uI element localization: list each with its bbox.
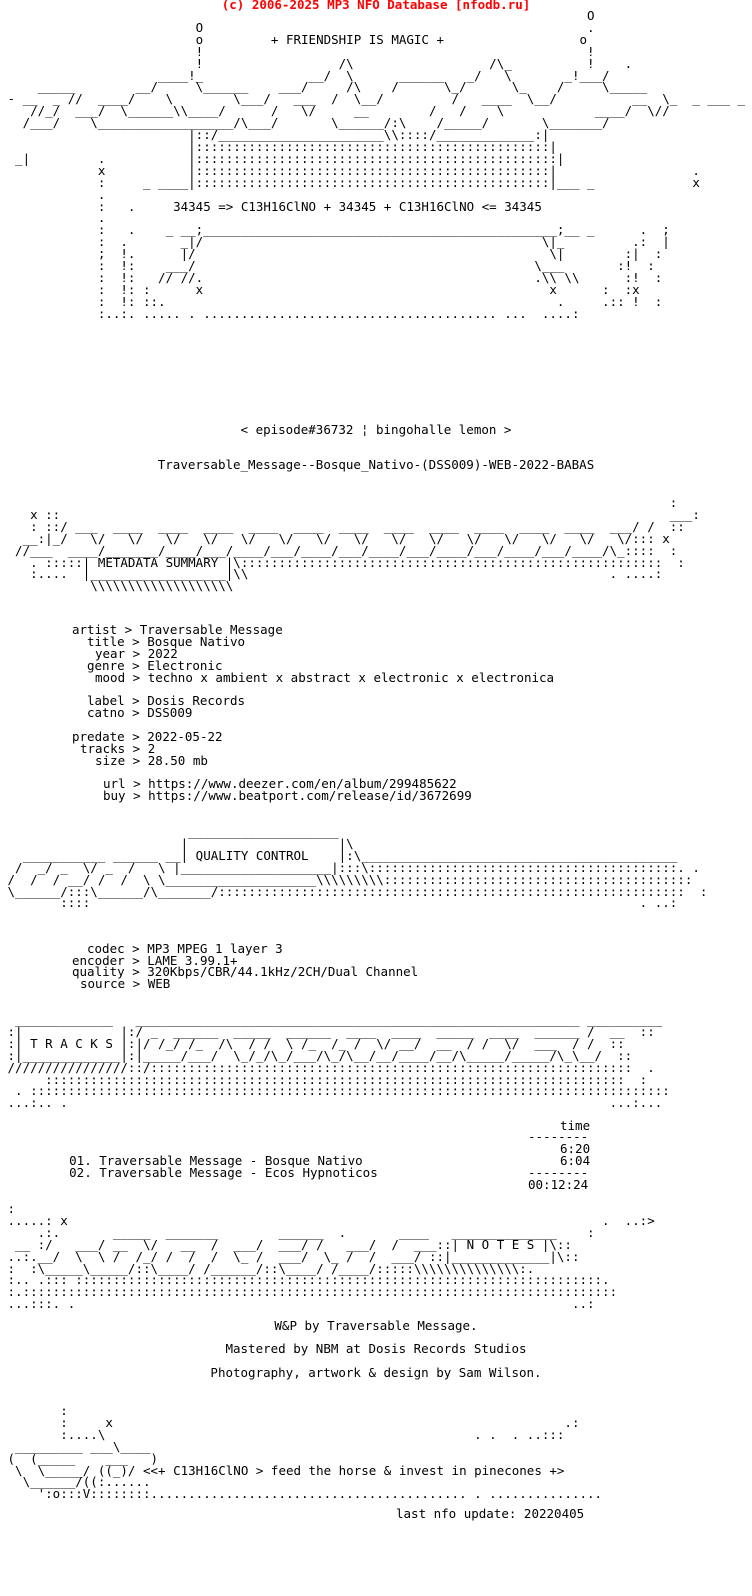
total-time: 00:12:24 bbox=[528, 1177, 589, 1192]
url-link[interactable]: https://www.deezer.com/en/album/299485622 bbox=[148, 776, 457, 791]
year-value: 2022 bbox=[147, 646, 178, 661]
copyright-banner: (c) 2006-2025 MP3 NFO Database [nfodb.ru] bbox=[221, 0, 531, 12]
mood-value: techno x ambient x abstract x electronic x electronica bbox=[147, 670, 555, 685]
meta-key: size bbox=[95, 753, 126, 768]
quality-key: quality bbox=[72, 964, 125, 979]
track-number: 01. bbox=[69, 1152, 92, 1168]
quality-control-art: ____________________ | |\ ___________ ______ __| QUALITY CONTROL |:\__________________________________________ / _/ _ \/ _ / \ |____________________|:::\:::::::::::::::::::::::::::::::::::::::::. . / / / __/ / / \ \____________________\\\\\\\\\::::::::::::::::::::::::::::::::::::::::: \______/:::\______/\_______/:::::::::::::::::::::::::::::::::::::::::::::::::::::::::::::: : :::: . ..: bbox=[7, 824, 708, 911]
meta-key: artist bbox=[72, 622, 118, 637]
size-value: 28.50 mb bbox=[147, 753, 208, 768]
title-value: Bosque Nativo bbox=[147, 634, 246, 649]
meta-key: buy bbox=[103, 788, 126, 803]
meta-key: mood bbox=[95, 670, 126, 685]
separator: -------- bbox=[528, 1165, 589, 1180]
separator: -------- bbox=[528, 1129, 589, 1144]
source-value: WEB bbox=[147, 976, 171, 991]
meta-key: url bbox=[103, 776, 126, 791]
track-time: 6:20 bbox=[560, 1141, 591, 1156]
meta-key: catno bbox=[87, 705, 125, 720]
codec-value: MP3 MPEG 1 layer 3 bbox=[147, 941, 283, 956]
tracks-art: _____________ ___________________________________________________________ __________ :| |:/ _ ______ _____ ______ ____ ____ _____ ____ ______ / __ :: :| T R A C K S |:|/ /_/ /_ /\ / / \ /_ /_ / \/ __/ __ / / \/ ___ / / :: :|_____________|:|_____/___/ \_/_/\_/___/\_/\__/__/____/__/\_____/_____/\_\__/ :: ////////////////::/:::::::::::::::::::::::::::::::::::::::::::::::::::::::::::::::: . ::::::::::::::::::::::::::::::::::::::::::::::::::::::::::::::::::::::::::::: : . ::::::::::::::::::::::::::::::::::::::::::::::::::::::::::::::::::::::::::::::::::::: ...:.. . ...:... bbox=[7, 1012, 670, 1111]
label-value: Dosis Records bbox=[147, 693, 246, 708]
predate-value: 2022-05-22 bbox=[147, 729, 223, 744]
quality-key: encoder bbox=[72, 953, 125, 968]
metadata-summary-art: : x :: ___: : ::/ ___ ____ ____ ____ ____ ____ ____ ____ ____ ____ ____ ____ ___/ / :: __:|_/ \/ \/ \/ \/ \/ \/ \/ \/ \/ \/ \/ \/ \/ \/ \/::: x //___ ____/_______/____/___/____/___/____/___/____/___/____/___/____/___/____/\_:::: : . :::::| METADATA SUMMARY |\:::::::::::::::::::::::::::::::::::::::::::::::::::::::: : :.... |__________________|\\ . ....: \\\\\\\\\\\\\\\\\\\ bbox=[15, 495, 700, 594]
quality-value: 320Kbps/CBR/44.1kHz/2CH/Dual Channel bbox=[147, 964, 419, 979]
catno-value: DSS009 bbox=[147, 705, 193, 720]
nfo-document: (c) 2006-2025 MP3 NFO Database [nfodb.ru] O O . o + FRIENDSHIP IS MAGIC + o ! ! ! /\ /\_ ! . ____!_ __/ \ ______ _/ \ _!___/ _____ __/ \______ ___/ /\ / \_/ \_ / \_____ - __ _ // ____/ \ \___/ ___ / \__/ / ____ \__/ __ \_ _ ___ _ //_/ ___/ \______\\____/ / \/ __ / / \ ____/ \// /___/ \__________________/\___/ \______/:\ /_____/ \_______/ |::/______________________\\::::/_____________:| |:::::::::::::::::::::::::::::::::::::::::::::::| _| . |::::::::::::::::::::::::::::::::::::::::::::::::| x |:::::::::::::::::::::::::::::::::::::::::::::::| . : _ ____|:::::::::::::::::::::::::::::::::::::::::::::::|___ _ x . : . 34345 => C13H16ClNO + 34345 + C13H16ClNO <= 34345 . : . _ __;_______________________________________________;__ _ . ; : . _|/ \|_ .: | ; !. |/ \| :| : : !: ___/ \___ :! : : !: // //. .\\ \\ :! : : !: : x x : :x : !: ::. . .:: ! : :..:. ..... . ....................................... ... ....: < episode#36732 ¦ bingohalle lemon > Traversable_Message--Bosque_Nativo-(DSS009)-WEB-2022-BABAS : x :: ___: : ::/ ___ ____ ____ ____ ____ ____ ____ ____ ____ ____ ____ ____ ___/ / :: __:|_/ \/ \/ \/ \/ \/ \/ \/ \/ \/ \/ \/ \/ \/ \/ \/::: x //___ ____/_______/____/___/____/___/____/___/____/___/____/___/____/___/____/\_:::: : . :::::| METADATA SUMMARY |\:::::::::::::::::::::::::::::::::::::::::::::::::::::::: : :.... |__________________|\\ . ....: \\\\\\\\\\\\\\\\\\\ artist > Traversable Message title > Bosque Nativo year > 2022 genre > Electronic mood > techno x ambient x abstract x electronic x electronica label > Dosis Records catno > DSS009 predate > 2022-05-22 tracks > 2 size > 28.50 mb url > https://www.deezer.com/en/album/299485622 buy > https://www.beatport.com/release/id/3672699 ____________________ | |\ ___________ ______ __| QUALITY CONTROL |:\__________________________________________ / _/ _ \/ _ / \ |____________________|:::\:::::::::::::::::::::::::::::::::::::::::. . / / / __/ / / \ \____________________\\\\\\\\\::::::::::::::::::::::::::::::::::::::::: \______/:::\______/\_______/:::::::::::::::::::::::::::::::::::::::::::::::::::::::::::::: : :::: . ..: codec > MP3 MPEG 1 layer 3 encoder > LAME 3.99.1+ quality > 320Kbps/CBR/44.1kHz/2CH/Dual Channel source > WEB _____________ ___________________________________________________________ __________ :| |:/ _ ______ _____ ______ ____ ____ _____ ____ ______ / __ :: :| T R A C K S |:|/ /_/ /_ /\ / / \ /_ /_ / \/ __/ __ / / \/ ___ / / :: :|_____________|:|_____/___/ \_/_/\_/___/\_/\__/__/____/__/\_____/_____/\_\__/ :: ////////////////::/:::::::::::::::::::::::::::::::::::::::::::::::::::::::::::::::: . ::::::::::::::::::::::::::::::::::::::::::::::::::::::::::::::::::::::::::::: : . ::::::::::::::::::::::::::::::::::::::::::::::::::::::::::::::::::::::::::::::::::::: ...:.. . ...:... time -------- 01. Traversable Message - Bosque Nativo 6:20 02. Traversable Message - Ecos Hypnoticos 6:04 -------- 00:12:24 : .....: x . ..:> .:. _____ _______ ______ . ____ ______________ : __ :/ ___/ __ \/ __ / ___/ ___/ / ___/ / ___::| N O T E S |\:: ..:.__/ \ \ / /_/ / / / \_ / ___/ \_ / / ___/ ::|_____________|\:: : :\_____\_____/::\____/ /______/::\____/ /____/:::::\\\\\\\\\\\\\\:. :.. .::: ::::::::::::::::::::::::::::::::::::::::::::::::::::::::::::::::::::::. :.::::::::::::::::::::::::::::::::::::::::::::::::::::::::::::::::::::::::::::::: ...:::. . ..: W&P by Traversable Message. Mastered by NBM at Dosis Records Studios Photography, artwork & design by Sam Wilson. : : x .: :....\ . . . ..::: _________ ___\____ ( (_____ ___ ) \ \_____/ ((_)/ <<+ C13H16ClNO > feed the horse & invest in pinecones +> \______/((:...... ':o:::V::::::::.......................................... . ............... last nfo update: 20220405 bbox=[0, 0, 752, 1596]
quality-key: source bbox=[80, 976, 126, 991]
track-name: Traversable Message - Ecos Hypnoticos bbox=[99, 1164, 378, 1180]
encoder-value: LAME 3.99.1+ bbox=[147, 953, 238, 968]
quality-key: codec bbox=[87, 941, 125, 956]
header-ascii-art: O O . o + FRIENDSHIP IS MAGIC + o ! ! ! /\ /\_ ! . ____!_ __/ \ ______ _/ \ _!___/ _____ __/ \______ ___/ /\ / \_/ \_ / \_____ - __ _ // ____/ \ \___/ ___ / \__/ / ____ \__/ __ \_ _ ___ _ //_/ ___/ \______\\____/ / \/ __ / / \ ____/ \// /___/ \__________________/\___/ \______/:\ /_____/ \_______/ |::/______________________\\::::/_____________:| |:::::::::::::::::::::::::::::::::::::::::::::::| _| . |::::::::::::::::::::::::::::::::::::::::::::::::| x |:::::::::::::::::::::::::::::::::::::::::::::::| . : _ ____|:::::::::::::::::::::::::::::::::::::::::::::::|___ _ x . : . 34345 => C13H16ClNO + 34345 + C13H16ClNO <= 34345 . : . _ __;_______________________________________________;__ _ . ; : . _|/ \|_ .: | ; !. |/ \| :| : : !: ___/ \___ :! : : !: // //. .\\ \\ :! : : !: : x x : :x : !: ::. . .:: ! : :..:. ..... . ....................................... ... ....: bbox=[7, 8, 746, 321]
notes-line: Photography, artwork & design by Sam Wilson. bbox=[210, 1365, 542, 1380]
buy-link[interactable]: https://www.beatport.com/release/id/3672699 bbox=[148, 788, 472, 803]
meta-key: title bbox=[87, 634, 125, 649]
release-name: Traversable_Message--Bosque_Nativo-(DSS009)-WEB-2022-BABAS bbox=[157, 457, 595, 472]
notes-line: Mastered by NBM at Dosis Records Studios bbox=[225, 1341, 527, 1356]
meta-key: tracks bbox=[80, 741, 126, 756]
meta-key: predate bbox=[72, 729, 125, 744]
meta-key: label bbox=[87, 693, 125, 708]
tracks-value: 2 bbox=[147, 741, 156, 756]
meta-key: year bbox=[95, 646, 126, 661]
artist-value: Traversable Message bbox=[139, 622, 283, 637]
track-time: 6:04 bbox=[560, 1153, 591, 1168]
last-update: last nfo update: 20220405 bbox=[396, 1506, 585, 1521]
time-header: time bbox=[560, 1118, 591, 1133]
meta-key: genre bbox=[87, 658, 125, 673]
notes-line: W&P by Traversable Message. bbox=[274, 1318, 478, 1333]
genre-value: Electronic bbox=[147, 658, 223, 673]
track-name: Traversable Message - Bosque Nativo bbox=[99, 1152, 363, 1168]
notes-art: : .....: x . ..:> .:. _____ _______ ______ . ____ ______________ : __ :/ ___/ __ \/ __ / ___/ ___/ / ___/ / ___::| N O T E S |\:: ..:.__/ \ \ / /_/ / / / \_ / ___/ \_ / / ___/ ::|_____________|\:: : :\_____\_____/::\____/ /______/::\____/ /____/:::::\\\\\\\\\\\\\\:. :.. .::: ::::::::::::::::::::::::::::::::::::::::::::::::::::::::::::::::::::::. :.::::::::::::::::::::::::::::::::::::::::::::::::::::::::::::::::::::::::::::::: ...:::. . ..: bbox=[7, 1201, 655, 1312]
track-row bbox=[24, 1152, 378, 1191]
track-number: 02. bbox=[69, 1164, 92, 1180]
footer-art: : : x .: :....\ . . . ..::: _________ ___\____ ( (_____ ___ ) \ \_____/ ((_)/ <<+ C13H16ClNO > feed the horse & invest in pinecones +> \______/((:...... ':o:::V::::::::.......................................... . ............... bbox=[7, 1403, 603, 1502]
episode-line: < episode#36732 ¦ bingohalle lemon > bbox=[240, 422, 512, 437]
